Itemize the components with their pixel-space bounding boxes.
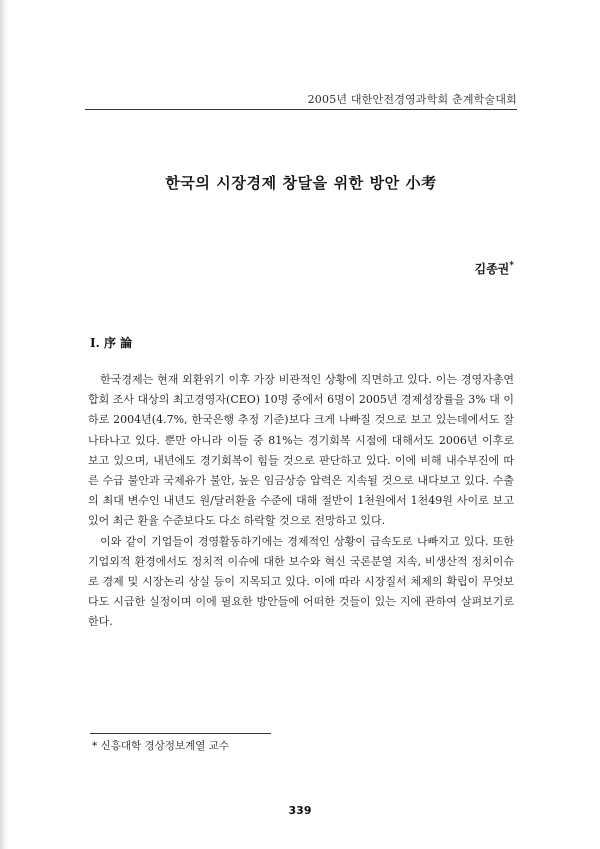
footnote-rule (90, 733, 271, 734)
header-rule (85, 109, 517, 110)
paragraph-1: 한국경제는 현재 외환위기 이후 가장 비관적인 상황에 직면하고 있다. 이는 경영자총연합회 조사 대상의 최고경영자(CEO) 10명 중에서 6명이 2005년 경제성장률을 3% 대 이하로 2004년(4.7%, 한국은행 추정 기준)보다 크게 나빠질 것으로 보고 있는데에서도 잘 나타나고 있다. 뿐만 아니라 이들 중 81%는 경기회복 시점에 대해서도 2006년 이후로 보고 있으며, 내년에도 경기회복이 힘들 것으로 판단하고 있다. 이에 비해 내수부진에 따른 수급 불안과 국제유가 불안, 높은 임금상승 압력은 지속될 것으로 내다보고 있다. 수출의 최대 변수인 내년도 원/달러환율 수준에 대해 절반이 1천원에서 1천49원 사이로 보고 있어 최근 환율 수준보다도 다소 하락할 것으로 전망하고 있다. (88, 373, 514, 528)
page-number: 339 (288, 804, 312, 817)
running-header: 2005년 대한안전경영과학회 춘계학술대회 (307, 93, 517, 106)
section-heading: I. 序 論 (90, 336, 133, 350)
author-line (475, 260, 515, 277)
scan-edge-shadow (0, 0, 8, 849)
footnote: * 신흥대학 경상정보계열 교수 (92, 740, 229, 752)
author-name: 김종권 (474, 262, 510, 276)
paper-title: 한국의 시장경제 창달을 위한 방안 小考 (165, 174, 437, 192)
author-footnote-mark: * (509, 261, 514, 271)
paragraph-2: 이와 같이 기업들이 경영활동하기에는 경제적인 상황이 급속도로 나빠지고 있다. 또한 기업외적 환경에서도 정치적 이슈에 대한 보수와 혁신 국론분열 지속, 비생산적 정치이슈로 경제 및 시장논리 상실 등이 지목되고 있다. 이에 따라 시장질서 체제의 확립이 무엇보다도 시급한 실정이며 이에 필요한 방안들에 어떠한 것들이 있는 지에 관하여 살펴보기로 한다. (88, 534, 514, 629)
body-text (88, 370, 514, 633)
